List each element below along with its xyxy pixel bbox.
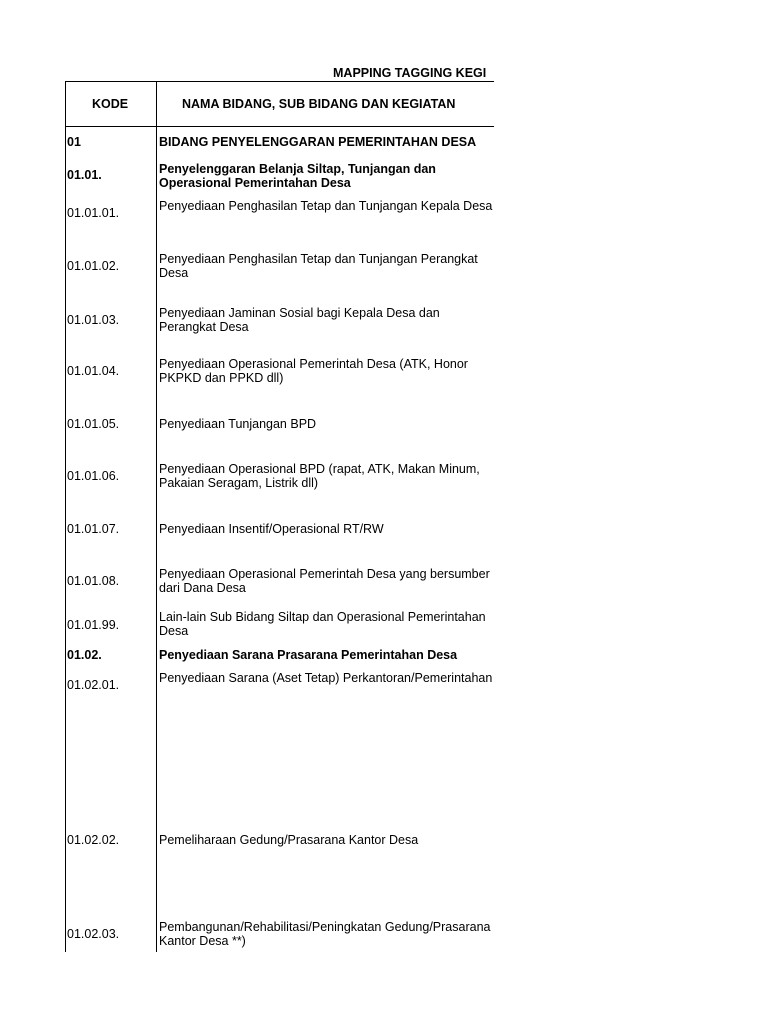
row-description: Penyediaan Operasional BPD (rapat, ATK, Makan Minum, Pakaian Seragam, Listrik dll) <box>159 462 480 490</box>
row-description: Penyediaan Penghasilan Tetap dan Tunjangan Perangkat Desa <box>159 252 478 280</box>
row-code: 01.01.08. <box>67 574 120 588</box>
page-title: MAPPING TAGGING KEGI <box>333 66 487 80</box>
row-code: 01 <box>67 135 81 149</box>
header-kode: KODE <box>92 97 129 111</box>
row-description: Penyediaan Operasional Pemerintah Desa yang bersumber dari Dana Desa <box>159 567 490 595</box>
table-left-border <box>65 81 66 952</box>
row-code: 01.01.07. <box>67 522 120 536</box>
header-nama: NAMA BIDANG, SUB BIDANG DAN KEGIATAN <box>182 97 456 111</box>
row-description: Pembangunan/Rehabilitasi/Peningkatan Gedung/Prasarana Kantor Desa **) <box>159 920 491 948</box>
row-description: BIDANG PENYELENGGARAN PEMERINTAHAN DESA <box>159 135 477 149</box>
column-divider <box>156 81 157 952</box>
row-code: 01.02.01. <box>67 678 120 692</box>
row-description: Penyediaan Jaminan Sosial bagi Kepala Desa dan Perangkat Desa <box>159 306 440 334</box>
row-code: 01.01.04. <box>67 364 120 378</box>
row-code: 01.02.03. <box>67 927 120 941</box>
row-code: 01.01.03. <box>67 313 120 327</box>
row-code: 01.01.02. <box>67 259 120 273</box>
row-description: Penyediaan Sarana (Aset Tetap) Perkantoran/Pemerintahan <box>159 671 493 685</box>
row-description: Penyediaan Tunjangan BPD <box>159 417 317 431</box>
row-code: 01.01.05. <box>67 417 120 431</box>
row-description: Penyediaan Sarana Prasarana Pemerintahan Desa <box>159 648 458 662</box>
row-description: Penyelenggaran Belanja Siltap, Tunjangan dan Operasional Pemerintahan Desa <box>159 162 436 190</box>
row-description: Lain-lain Sub Bidang Siltap dan Operasional Pemerintahan Desa <box>159 610 486 638</box>
row-code: 01.01.06. <box>67 469 120 483</box>
row-code: 01.01. <box>67 168 102 182</box>
row-code: 01.01.99. <box>67 618 120 632</box>
row-description: Penyediaan Insentif/Operasional RT/RW <box>159 522 384 536</box>
row-description: Pemeliharaan Gedung/Prasarana Kantor Desa <box>159 833 419 847</box>
header-bottom-border <box>65 126 494 127</box>
row-description: Penyediaan Penghasilan Tetap dan Tunjangan Kepala Desa <box>159 199 493 213</box>
row-code: 01.02.02. <box>67 833 120 847</box>
row-code: 01.01.01. <box>67 206 120 220</box>
table-top-border <box>65 81 494 82</box>
row-description: Penyediaan Operasional Pemerintah Desa (ATK, Honor PKPKD dan PPKD dll) <box>159 357 468 385</box>
row-code: 01.02. <box>67 648 102 662</box>
